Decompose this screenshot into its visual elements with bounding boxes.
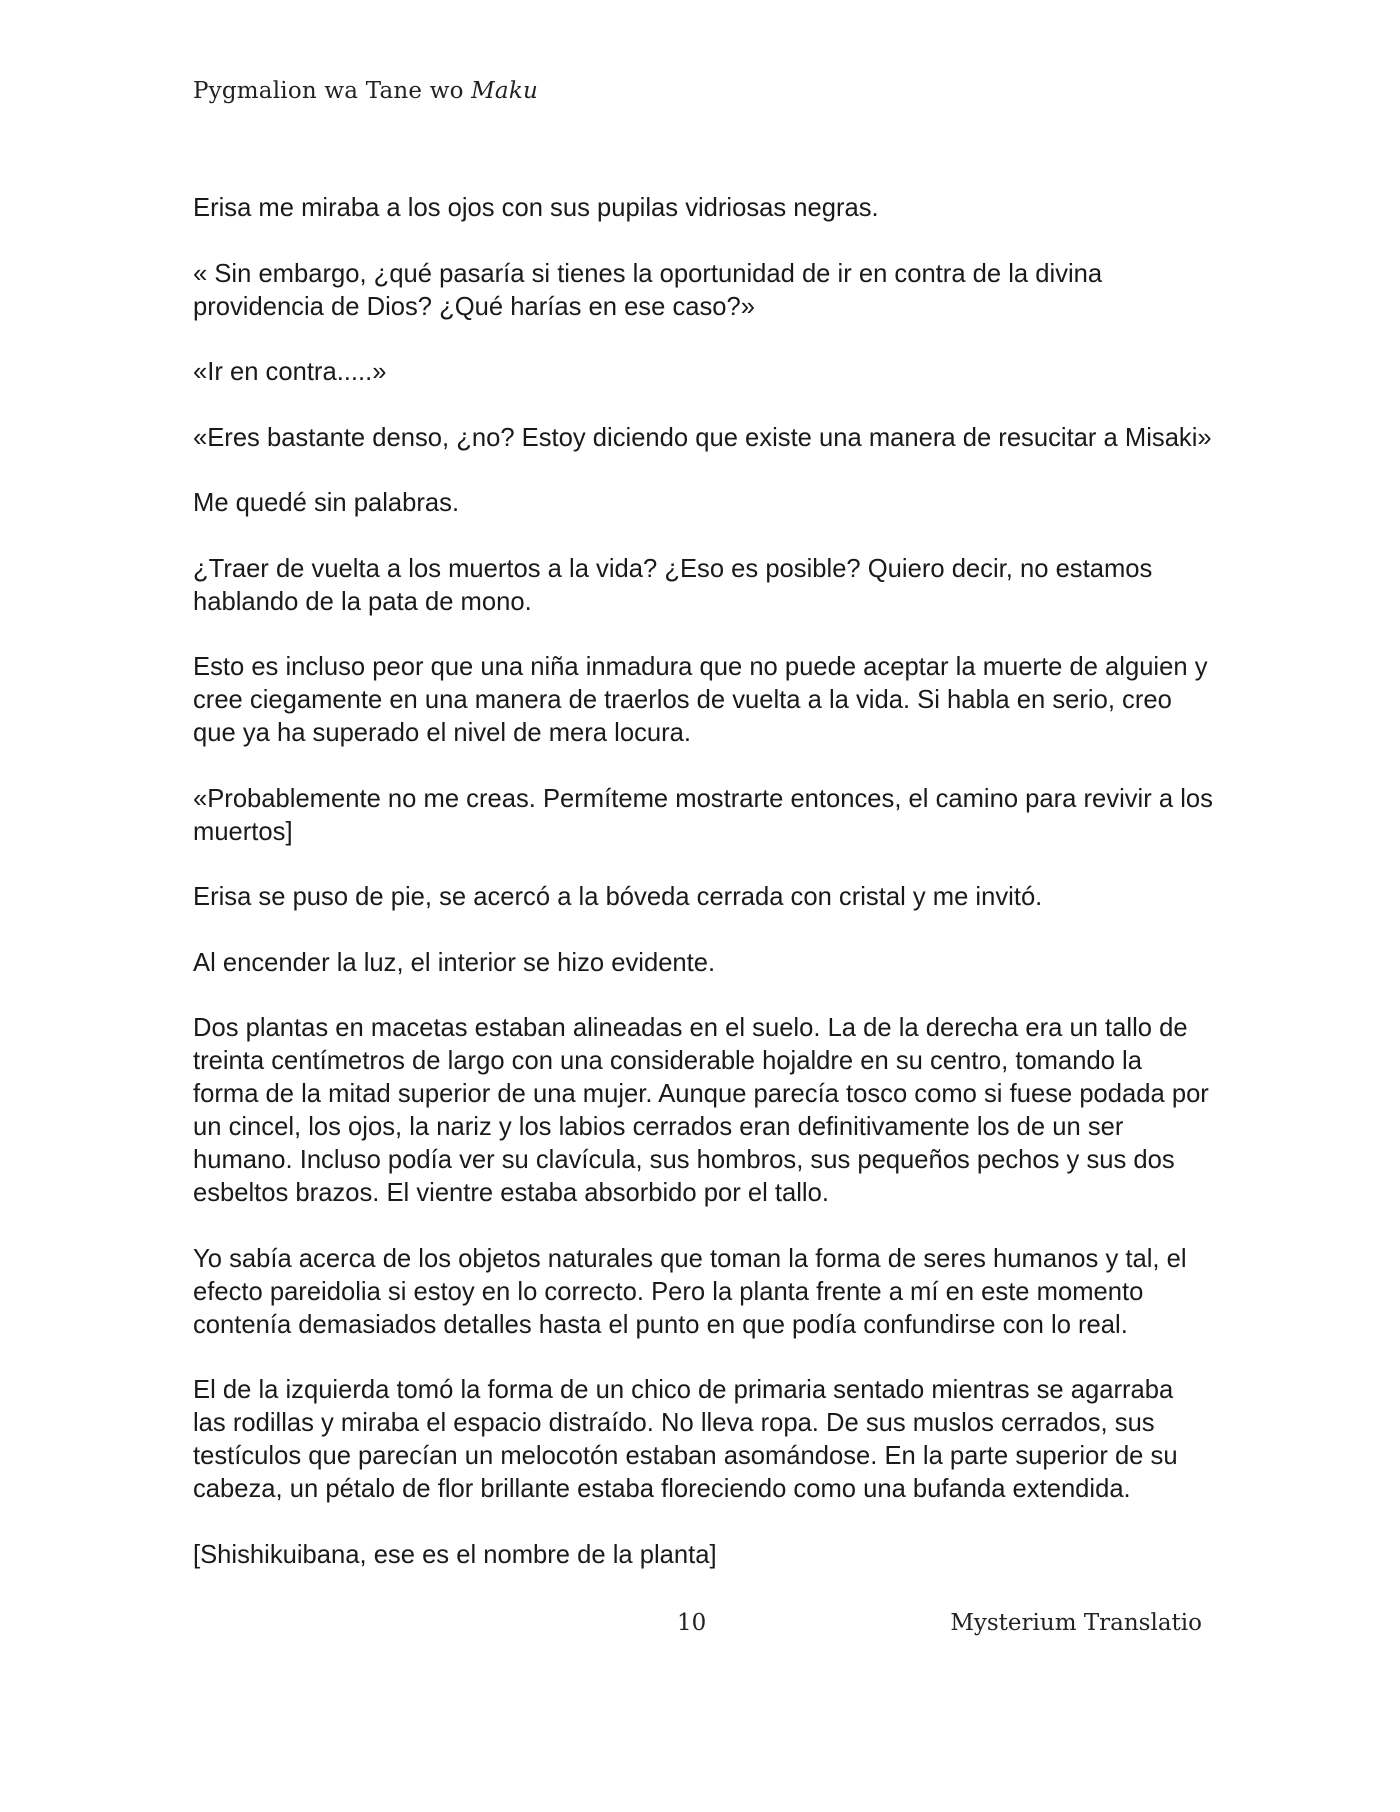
paragraph-8: «Probablemente no me creas. Permíteme mostrarte entonces, el camino para revivir a los muertos]	[193, 784, 1213, 846]
paragraph-9: Erisa se puso de pie, se acercó a la bóveda cerrada con cristal y me invitó.	[193, 883, 1043, 911]
header-title-italic: Maku	[471, 78, 538, 104]
paragraph-14: [Shishikuibana, ese es el nombre de la planta]	[193, 1540, 717, 1569]
page-number: 10	[677, 1610, 707, 1636]
running-header	[193, 78, 538, 104]
paragraph-12: Yo sabía acerca de los objetos naturales que toman la forma de seres humanos y tal, el efecto pareidolia si estoy en lo correcto. Pero la planta frente a mí en este momento contenía demasiados detalles hasta el punto en que podía confundirse con lo real.	[193, 1244, 1187, 1339]
paragraph-5: Me quedé sin palabras.	[193, 489, 460, 517]
paragraph-11: Dos plantas en macetas estaban alineadas en el suelo. La de la derecha era un tallo de treinta centímetros de largo con una considerable hojaldre en su centro, tomando la forma de la mitad superior de una mujer. Aunque parecía tosco como si fuese podada por un cincel, los ojos, la nariz y los labios cerrados eran definitivamente los de un ser humano. Incluso podía ver su clavícula, sus hombros, sus pequeños pechos y sus dos esbeltos brazos. El vientre estaba absorbido por el tallo.	[193, 1014, 1209, 1207]
paragraph-13: El de la izquierda tomó la forma de un chico de primaria sentado mientras se agarraba las rodillas y miraba el espacio distraído. No lleva ropa. De sus muslos cerrados, sus testículos que parecían un melocotón estaban asomándose. En la parte superior de su cabeza, un pétalo de flor brillante estaba floreciendo como una bufanda extendida.	[193, 1376, 1178, 1503]
body-text	[193, 192, 1213, 1604]
paragraph-7: Esto es incluso peor que una niña inmadura que no puede aceptar la muerte de alguien y cree ciegamente en una manera de traerlos de vuelta a la vida. Si habla en serio, creo que ya ha superado el nivel de mera locura.	[193, 653, 1208, 747]
paragraph-1: Erisa me miraba a los ojos con sus pupilas vidriosas negras.	[193, 194, 879, 222]
header-title-main: Pygmalion wa Tane wo	[193, 78, 472, 104]
paragraph-6: ¿Traer de vuelta a los muertos a la vida? ¿Eso es posible? Quiero decir, no estamos hablando de la pata de mono.	[193, 554, 1153, 616]
paragraph-3: «Ir en contra.....»	[193, 358, 387, 386]
paragraph-2: « Sin embargo, ¿qué pasaría si tienes la oportunidad de ir en contra de la divina providencia de Dios? ¿Qué harías en ese caso?»	[193, 259, 1103, 321]
footer-credit: Mysterium Translatio	[950, 1610, 1202, 1636]
paragraph-4: «Eres bastante denso, ¿no? Estoy diciendo que existe una manera de resucitar a Misaki»	[193, 423, 1212, 452]
paragraph-10: Al encender la luz, el interior se hizo evidente.	[193, 948, 716, 977]
